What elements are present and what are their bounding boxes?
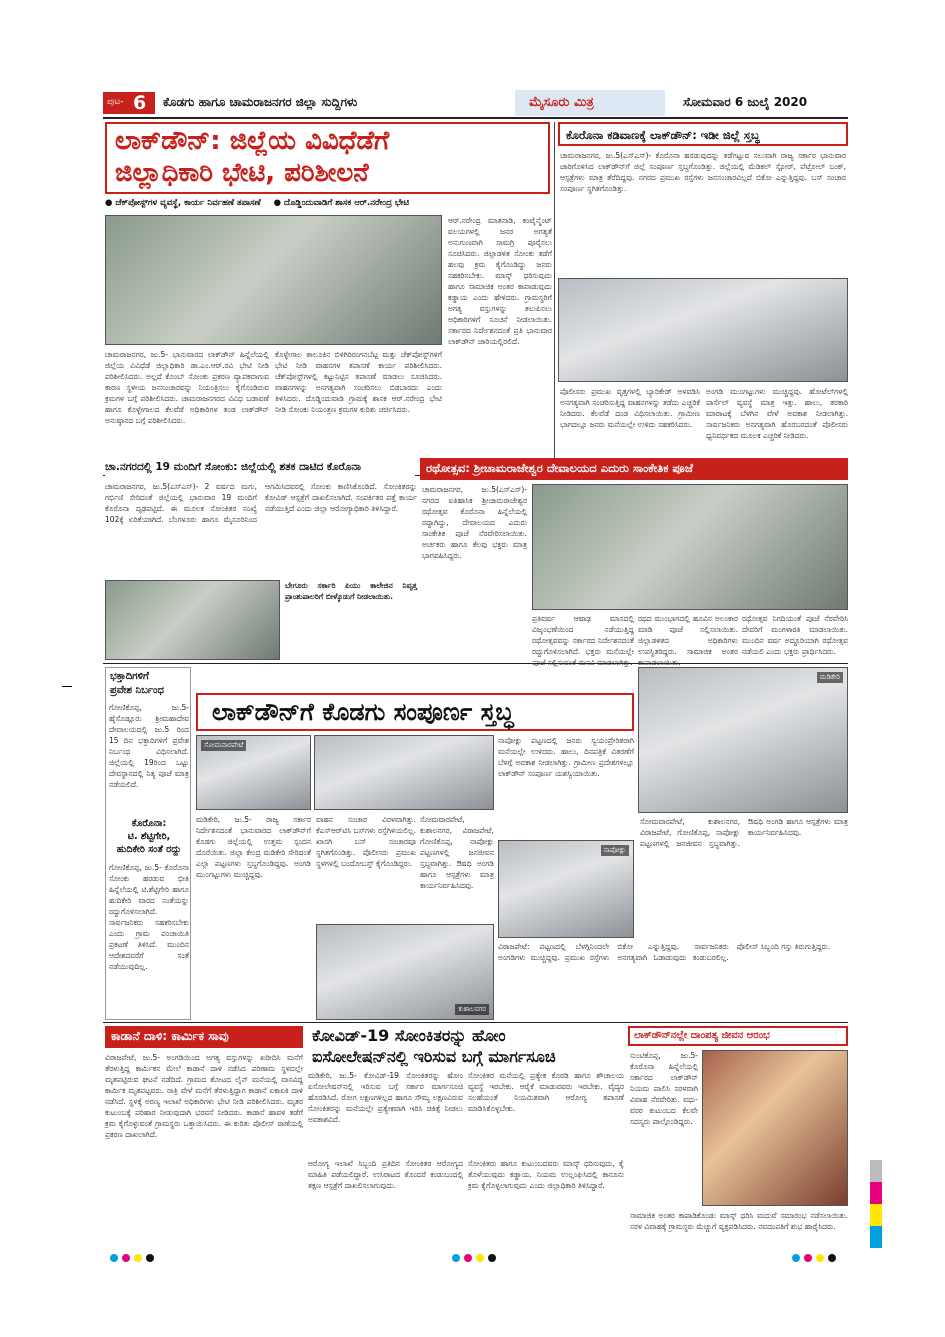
story4-body-d: ರಥೋತ್ಸವ ನಿಗದಿಯಂತೆ ಪೂಜೆ ನೆರವೇರಿಸಿ ದೇವರಿಗೆ ಮಂಗಳಾರತಿ ಮಾಡಲಾಯಿತು. ಮುಂದಿನ ವರ್ಷ ಅದ್ದೂರಿಯಾಗಿ ರಥೋತ್ಸವ ನಡೆಯಲಿ ಎಂದು ಭಕ್ತರು ಪ್ರಾರ್ಥಿಸಿದರು. — [742, 614, 848, 656]
story5-body-c: ಸೋಮವಾರಪೇಟೆ, ಕುಶಾಲನಗರ, ವಿರಾಜಪೇಟೆ, ಗೋಣಿಕೊಪ್ಪ, ನಾಪೋಕ್ಲು ಪಟ್ಟಣಗಳಲ್ಲಿ ಜನಜೀವನ ಸ್ತಬ್ಧವಾಗಿತ್ತು. ಔಷಧಿ ಅಂಗಡಿ ಹಾಗೂ ಆಸ್ಪತ್ರೆಗಳು ಮಾತ್ರ ಕಾರ್ಯನಿರ್ವಹಿಸಿದವು. — [420, 815, 494, 890]
sidebar-headline-line2: ಪ್ರವೇಶ ನಿರ್ಬಂಧ — [110, 685, 164, 696]
story4-body-c: ರಥದ ಮುಂಭಾಗದಲ್ಲಿ ಹೂವಿನ ಅಲಂಕಾರ ಮಾಡಿ ಪೂಜೆ ಸಲ್ಲಿಸಲಾಯಿತು. ಜಿಲ್ಲಾಡಳಿತದ ಅಧಿಕಾರಿಗಳು ಉಪಸ್ಥಿತರಿದ್ದರು. ಸಾಮಾಜಿಕ ಅಂತರ — [638, 614, 738, 656]
story5-photo-madikeri — [638, 667, 848, 813]
story1-headline-line1: ಲಾಕ್‌ಡೌನ್: ಜಿಲ್ಲೆಯ ವಿವಿಧೆಡೆಗೆ — [115, 126, 390, 156]
story2-photo — [558, 278, 848, 382]
story1-body-a: ಚಾಮರಾಜನಗರ, ಜು.5- ಭಾನುವಾರದ ಲಾಕ್‌ಡೌನ್ ಹಿನ್ನೆಲೆಯಲ್ಲಿ ಜಿಲ್ಲೆಯ ವಿವಿಧೆಡೆ ಜಿಲ್ಲಾಧಿಕಾರಿ ಡಾ.ಎಂ.ಆರ್.ರವಿ ಭೇಟಿ ನೀಡಿ ಪರಿಶೀಲಿಸಿದರು. ಅಲ್ಲದೆ ಕೊಂಬ್ ಸೋಂಕು ಪ್ರಕರಣ ವ್ಯಾಪಕವಾಗುವ ಕಾರಣ ಸ್ಥಳೀಯ ಜನಸಂಚಾರವನ್ನು ನಿಯಂತ್ರಿಸಲು ಕೈಗೊಂಡಿರುವ ಕ್ರಮಗಳ ಬಗ್ಗೆ ಪರಿಶೀಲಿಸಿದರು. ಚಾಮರಾಜನಗರದ ವಿವಿಧ ಬಡಾವಣೆ ಹಾಗೂ ಕೊಳ್ಳೇಗಾಲದ ಕೆಲವೆಡೆ ಅಧಿಕಾರಿಗಳ ತಂಡ ಲಾಕ್‌ಡೌನ್ ಅನುಷ್ಠಾನದ ಬಗ್ಗೆ ಪರಿಶೀಲಿಸಿದರು. — [105, 350, 269, 425]
story5-photo-kushalnagar — [316, 924, 494, 1020]
story2-headline-box — [558, 122, 848, 146]
story2-body-c: ಅಂಗಡಿ ಮುಂಗಟ್ಟುಗಳು ಮುಚ್ಚಿದ್ದವು. ಹೋಟೆಲ್‌ಗಳಲ್ಲಿ ಪಾರ್ಸೆಲ್ ವ್ಯವಸ್ಥೆ ಮಾತ್ರ ಇತ್ತು. ಹಾಲು, ತರಕಾರಿ ಮಾರಾಟಕ್ಕೆ ಬೆಳಗಿನ ವೇಳೆ ಅವಕಾಶ ನೀಡಲಾಗಿತ್ತು. ಸಾರ್ವಜನಿಕರು ಅನಗತ್ಯವಾಗಿ ಹೊರಬರದಂತೆ ಪೊಲೀಸರು ಧ್ವನಿವರ್ಧಕದ ಮೂಲಕ ಎಚ್ಚರಿಕೆ ನೀಡಿದರು. — [706, 387, 848, 440]
page-number: 6 — [133, 92, 147, 114]
story3-photo-caption: ಬೇಗೂರು ಸರ್ಕಾರಿ ಪಿಯು ಕಾಲೇಜಿನ ನಿವೃತ್ತ ಪ್ರಾಂಶುಪಾಲರಿಗೆ ಬೀಳ್ಕೊಡುಗೆ ನೀಡಲಾಯಿತು. — [285, 581, 417, 601]
story3-headline: ಚಾ.ನಗರದಲ್ಲಿ 19 ಮಂದಿಗೆ ಸೋಂಕು: ಜಿಲ್ಲೆಯಲ್ಲಿ ಶತಕ ದಾಟಿದ ಕೊರೊನಾ — [105, 461, 361, 473]
photo-tag-kushalnagar: ಕುಶಾಲನಗರ — [455, 1004, 489, 1015]
sidebar-subhead — [109, 817, 189, 856]
story1-photo — [105, 215, 442, 345]
section-title: ಕೊಡಗು ಹಾಗೂ ಚಾಮರಾಜನಗರ ಜಿಲ್ಲಾ ಸುದ್ದಿಗಳು — [163, 95, 358, 109]
story8-body-a: ಸುಂಟಿಕೊಪ್ಪ, ಜು.5- ಕೊರೊನಾ ಹಿನ್ನೆಲೆಯಲ್ಲಿ ಸರ್ಕಾರದ ಲಾಕ್‌ಡೌನ್ ನಿಯಮ ಪಾಲಿಸಿ ಸರಳವಾಗಿ ವಿವಾಹ ನೆರವೇರಿತು. ವಧು-ವರರ ಕುಟುಂಬದ ಕೆಲವೇ ಸದಸ್ಯರು ಪಾಲ್ಗೊಂಡಿದ್ದರು. — [630, 1051, 698, 1126]
story2-headline: ಕೊರೊನಾ ಕಡಿವಾಣಕ್ಕೆ ಲಾಕ್‌ಡೌನ್: ಇಡೀ ಜಿಲ್ಲೆ ಸ್ತಬ್ಧ — [566, 128, 760, 142]
section-rule — [103, 663, 848, 664]
story5-body-a: ಮಡಿಕೇರಿ, ಜು.5- ರಾಜ್ಯ ಸರ್ಕಾರ ನಿರ್ದೇಶನದಂತೆ ಭಾನುವಾರದ ಲಾಕ್‌ಡೌನ್‌ಗೆ ಕೊಡಗು ಜಿಲ್ಲೆಯಲ್ಲಿ ಉತ್ತಮ ಸ್ಪಂದನ ದೊರೆಯಿತು. ಜಿಲ್ಲಾ ಕೇಂದ್ರ ಮಡಿಕೇರಿ ಸೇರಿದಂತೆ ಎಲ್ಲಾ ಪಟ್ಟಣಗಳು ಸ್ತಬ್ಧಗೊಂಡಿದ್ದವು. ಅಂಗಡಿ ಮುಂಗಟ್ಟುಗಳು ಮುಚ್ಚಿದ್ದವು. — [196, 815, 311, 879]
story3-photo — [105, 580, 280, 660]
page-label: ಪುಟ- — [107, 97, 124, 107]
story7-headline — [308, 1026, 624, 1068]
sidebar-body-a: ಗೋಣಿಕೊಪ್ಪ, ಜು.5- ಹೈಸೊಡ್ಲೂರು ಶ್ರೀಮಹಾದೇವ ದೇವಾಲಯದಲ್ಲಿ ಜು.5 ರಿಂದ 15 ದಿನ ಭಕ್ತಾದಿಗಳಿಗೆ ಪ್ರವೇಶ ನಿರ್ಬಂಧ ವಿಧಿಸಲಾಗಿದೆ. ಜಿಲ್ಲೆಯಲ್ಲಿ 19ರಿಂದ ಒಟ್ಟು ದೇವಸ್ಥಾನದಲ್ಲಿ ನಿತ್ಯ ಪೂಜೆ ಮಾತ್ರ ನಡೆಯಲಿದೆ. — [109, 703, 189, 789]
story4-photo — [532, 484, 848, 610]
sidebar-headline-line1: ಭಕ್ತಾದಿಗಳಿಗೆ — [110, 671, 149, 682]
story1-headline-box — [105, 122, 550, 194]
sidebar-headline — [110, 670, 188, 698]
story8-photo — [702, 1050, 848, 1206]
registration-mark — [62, 686, 72, 687]
story4-headline-bar — [420, 458, 848, 480]
story7-body-d: ಸೋಂಕಿತರು ಹಾಗೂ ಕುಟುಂಬದವರು ಮಾಸ್ಕ್ ಧರಿಸುವುದು, ಕೈ ತೊಳೆಯುವುದು ಕಡ್ಡಾಯ. ನಿಯಮ ಉಲ್ಲಂಘಿಸಿದಲ್ಲಿ ಕಾನೂನು ಕ್ರಮ ಕೈಗೊಳ್ಳಲಾಗುವುದು ಎಂದು ಜಿಲ್ಲಾಧಿಕಾರಿ ತಿಳಿಸಿದ್ದಾರೆ. — [468, 1159, 624, 1190]
story8-body-b: ಸಾಮಾಜಿಕ ಅಂತರ ಕಾಪಾಡಿಕೊಂಡು ಮಾಸ್ಕ್ ಧರಿಸಿ ಮದುವೆ ಸಮಾರಂಭ ನಡೆಸಲಾಯಿತು. ಸರಳ ವಿವಾಹಕ್ಕೆ ಗ್ರಾಮಸ್ಥರು ಮೆಚ್ಚುಗೆ ವ್ಯಕ್ತಪಡಿಸಿದರು. ನವದಂಪತಿಗೆ ಶುಭ ಹಾರೈಸಿದರು. — [630, 1211, 848, 1231]
story5-body-f: ಸೋಮವಾರಪೇಟೆ, ಕುಶಾಲನಗರ, ವಿರಾಜಪೇಟೆ, ಗೋಣಿಕೊಪ್ಪ, ನಾಪೋಕ್ಲು ಪಟ್ಟಣಗಳಲ್ಲಿ ಜನಜೀವನ ಸ್ತಬ್ಧವಾಗಿತ್ತು. ಔಷಧಿ ಅಂಗಡಿ ಹಾಗೂ ಆಸ್ಪತ್ರೆಗಳು ಮಾತ್ರ ಕಾರ್ಯನಿರ್ವಹಿಸಿದವು. — [640, 817, 848, 848]
paper-name: ಮೈಸೂರು ಮಿತ್ರ — [529, 95, 594, 110]
cmyk-strip — [870, 1160, 882, 1248]
story4-body-b: ಪ್ರತಿವರ್ಷ ಆಷಾಢ ಮಾಸದಲ್ಲಿ ವಿಜೃಂಭಣೆಯಿಂದ ನಡೆಯುತ್ತಿದ್ದ ರಥೋತ್ಸವವನ್ನು ಸರ್ಕಾರದ ನಿರ್ದೇಶನದಂತೆ ರದ್ದುಗೊಳಿಸಲಾಗಿದೆ. ಭಕ್ತರು ಮನೆಯಲ್ಲೇ — [532, 614, 634, 656]
story7-body-c: ಆರೋಗ್ಯ ಇಲಾಖೆ ಸಿಬ್ಬಂದಿ ಪ್ರತಿದಿನ ಸೋಂಕಿತರ ಆರೋಗ್ಯದ ಮಾಹಿತಿ ಪಡೆಯಲಿದ್ದಾರೆ. ಉಸಿರಾಟದ ತೊಂದರೆ ಕಂಡುಬಂದಲ್ಲಿ ತಕ್ಷಣ ಆಸ್ಪತ್ರೆಗೆ ದಾಖಲಿಸಲಾಗುವುದು. — [308, 1159, 463, 1190]
story7-body-a: ಮಡಿಕೇರಿ, ಜು.5- ಕೋವಿಡ್-19 ಸೋಂಕಿತರನ್ನು ಹೋಂ ಐಸೋಲೇಷನ್‌ನಲ್ಲಿ ಇರಿಸುವ ಬಗ್ಗೆ ಸರ್ಕಾರ ಮಾರ್ಗಸೂಚಿ ಹೊರಡಿಸಿದೆ. ರೋಗ ಲಕ್ಷಣಗಳಿಲ್ಲದ ಹಾಗೂ ಸೌಮ್ಯ ಲಕ್ಷಣವಿರುವ ಸೋಂಕಿತರನ್ನು ಮನೆಯಲ್ಲೇ ಪ್ರತ್ಯೇಕವಾಗಿ ಇರಿಸಿ ಚಿಕಿತ್ಸೆ ನೀಡಲು ಅವಕಾಶವಿದೆ. — [308, 1071, 463, 1124]
story5-body-e: ವಿರಾಜಪೇಟೆ: ಪಟ್ಟಣದಲ್ಲಿ ಬೆಳಗ್ಗಿನಿಂದಲೇ ಅಂಗಡಿಗಳು ಮುಚ್ಚಿದ್ದವು. ಪ್ರಮುಖ ರಸ್ತೆಗಳು ಬಿಕೋ ಎನ್ನುತ್ತಿದ್ದವು. ಸಾರ್ವಜನಿಕರು ಅನಗತ್ಯವಾಗಿ ಓಡಾಡುವುದು ಕಂಡುಬರಲಿಲ್ಲ. ಪೊಲೀಸ್ ಸಿಬ್ಬಂದಿ ಗಸ್ತು ತಿರುಗುತ್ತಿದ್ದರು. — [498, 942, 831, 962]
masthead — [103, 90, 848, 116]
story4-body-a: ಚಾಮರಾಜನಗರ, ಜು.5(ಎಸ್‌ಎಸ್)- ನಗರದ ಐತಿಹಾಸಿಕ ಶ್ರೀಚಾಮರಾಜೇಶ್ವರ ರಥೋತ್ಸವ ಕೊರೊನಾ ಹಿನ್ನೆಲೆಯಲ್ಲಿ ರದ್ದಾಗಿದ್ದು, ದೇವಾಲಯದ ಎದುರು ಸಾಂಕೇತಿಕ ಪೂಜೆ ನೆರವೇರಿಸಲಾಯಿತು. ಅರ್ಚಕರು ಹಾಗೂ ಕೆಲವು ಭಕ್ತರು ಮಾತ್ರ ಭಾಗವಹಿಸಿದ್ದರು. — [422, 485, 527, 560]
story5-photo-somwarpet — [196, 735, 311, 810]
sidebar-subhead-line3: ಹುದಿಕೇರಿ ಸಂತೆ ರದ್ದು — [116, 844, 182, 855]
story6-headline-bar — [105, 1026, 303, 1048]
story4-headline: ರಥೋತ್ಸವ: ಶ್ರೀಚಾಮರಾಜೇಶ್ವರ ದೇವಾಲಯದ ಎದುರು ಸಾಂಕೇತಿಕ ಪೂಜೆ — [426, 461, 693, 475]
story5-headline: ಲಾಕ್‌ಡೌನ್‌ಗೆ ಕೊಡಗು ಸಂಪೂರ್ಣ ಸ್ತಬ್ಧ — [212, 698, 514, 726]
color-dots-left — [110, 1247, 158, 1266]
masthead-rule — [103, 117, 848, 119]
story6-headline: ಕಾಡಾನೆ ದಾಳಿ: ಕಾರ್ಮಿಕ ಸಾವು — [111, 1029, 229, 1043]
story5-headline-box — [196, 693, 634, 731]
story7-headline-line1: ಕೋವಿಡ್-19 ಸೋಂಕಿತರನ್ನು ಹೋಂ — [312, 1026, 506, 1045]
photo-tag-madikeri: ಮಡಿಕೇರಿ — [817, 672, 843, 683]
story5-photo-town — [314, 735, 494, 810]
column-rule — [554, 122, 555, 472]
story5-body-d: ನಾಪೋಕ್ಲು ಪಟ್ಟಣದಲ್ಲಿ ಜನರು ಸ್ವಯಂಪ್ರೇರಿತರಾಗಿ ಮನೆಯಲ್ಲೇ ಉಳಿದರು. ಹಾಲು, ದಿನಪತ್ರಿಕೆ ವಿತರಣೆಗೆ ಬೆಳಗ್ಗೆ ಅವಕಾಶ ನೀಡಲಾಗಿತ್ತು. ಗ್ರಾಮೀಣ ಪ್ರದೇಶಗಳಲ್ಲೂ ಲಾಕ್‌ಡೌನ್ ಸಂಪೂರ್ಣ ಯಶಸ್ವಿಯಾಯಿತು. — [498, 736, 634, 778]
page-label-box — [103, 92, 155, 114]
story3-body: ಚಾಮರಾಜನಗರ, ಜು.5(ಎಸ್‌ಎಸ್)- 2 ವರ್ಷದ ಮಗು, ಗರ್ಭಿಣಿ ಸೇರಿದಂತೆ ಜಿಲ್ಲೆಯಲ್ಲಿ ಭಾನುವಾರ 19 ಮಂದಿಗೆ ಕೊರೊನಾ ದೃಢಪಟ್ಟಿದೆ. ಈ ಮೂಲಕ ಸೋಂಕಿತರ ಸಂಖ್ಯೆ 102ಕ್ಕೆ ಏರಿಕೆಯಾಗಿದೆ. ಬೆಂಗಳೂರು ಹಾಗೂ ಮೈಸೂರಿನಿಂದ ಆಗಮಿಸಿದವರಲ್ಲಿ ಸೋಂಕು ಕಾಣಿಸಿಕೊಂಡಿದೆ. ಸೋಂಕಿತರನ್ನು ಕೋವಿಡ್ ಆಸ್ಪತ್ರೆಗೆ ದಾಖಲಿಸಲಾಗಿದೆ. ಸಂಪರ್ಕಿತರ ಪತ್ತೆ ಕಾರ್ಯ ನಡೆಯುತ್ತಿದೆ ಎಂದು ಜಿಲ್ಲಾ ಆರೋಗ್ಯಾಧಿಕಾರಿ ತಿಳಿಸಿದ್ದಾರೆ. — [105, 482, 417, 524]
story1-strap-2: ● ದೊಡ್ಡಿಂದುವಾಡಿಗೆ ಶಾಸಕ ಆರ್.ನರೇಂದ್ರ ಭೇಟಿ — [273, 198, 410, 208]
color-dots-center — [452, 1247, 500, 1266]
paper-name-box — [515, 90, 665, 116]
story1-strap — [105, 198, 550, 212]
story7-body-b: ಸೋಂಕಿತರ ಮನೆಯಲ್ಲಿ ಪ್ರತ್ಯೇಕ ಕೊಠಡಿ ಹಾಗೂ ಶೌಚಾಲಯ ವ್ಯವಸ್ಥೆ ಇರಬೇಕು. ಆರೈಕೆ ಮಾಡುವವರು ಇರಬೇಕು. ವೈದ್ಯರ ಸಲಹೆಯಂತೆ ನಿಯಮಿತವಾಗಿ ಆರೋಗ್ಯ ತಪಾಸಣೆ ಮಾಡಿಸಿಕೊಳ್ಳಬೇಕು. — [468, 1071, 624, 1113]
story5-photo-napoklu — [498, 840, 634, 938]
story1-strap-1: ● ಚೆಕ್‌ಪೋಸ್ಟ್‌ಗಳ ವ್ಯವಸ್ಥೆ, ಕಾರ್ಯ ನಿರ್ವಹಣೆ ತಪಾಸಣೆ — [105, 198, 261, 208]
story8-headline-box — [628, 1026, 848, 1046]
color-dots-right — [792, 1247, 840, 1266]
photo-tag-napoklu: ನಾಪೋಕ್ಲು — [601, 845, 629, 856]
issue-date: ಸೋಮವಾರ 6 ಜುಲೈ 2020 — [683, 95, 808, 109]
sidebar-body-b: ಗೋಣಿಕೊಪ್ಪ, ಜು.5- ಕೊರೊನಾ ಸೋಂಕು ಹರಡುವ ಭೀತಿ ಹಿನ್ನೆಲೆಯಲ್ಲಿ ಟಿ.ಶೆಟ್ಟಿಗೇರಿ ಹಾಗೂ ಹುದಿಕೇರಿ ವಾರದ ಸಂತೆಯನ್ನು ರದ್ದುಗೊಳಿಸಲಾಗಿದೆ. ಸಾರ್ವಜನಿಕರು ಸಹಕರಿಸಬೇಕು ಎಂದು ಗ್ರಾಮ ಪಂಚಾಯಿತಿ ಪ್ರಕಟಣೆ ತಿಳಿಸಿದೆ. ಮುಂದಿನ ಆದೇಶದವರೆಗೆ ಸಂತೆ ನಡೆಯುವುದಿಲ್ಲ. — [109, 863, 189, 971]
story6-body: ವಿರಾಜಪೇಟೆ, ಜು.5- ಅಂಗಡಿಯಿಂದ ಅಗತ್ಯ ವಸ್ತುಗಳನ್ನು ಖರೀದಿಸಿ ಮನೆಗೆ ತೆರಳುತ್ತಿದ್ದ ಕಾರ್ಮಿಕನ ಮೇಲೆ ಕಾಡಾನೆ ದಾಳಿ ನಡೆಸಿದ ಪರಿಣಾಮ ಸ್ಥಳದಲ್ಲೇ ಮೃತಪಟ್ಟಿರುವ ಘಟನೆ ನಡೆದಿದೆ. ಗ್ರಾಮದ ತೋಟದ ಲೈನ್ ಮನೆಯಲ್ಲಿ ವಾಸವಿದ್ದ ಕಾರ್ಮಿಕ ಮೃತಪಟ್ಟವರು. ರಾತ್ರಿ ವೇಳೆ ಮನೆಗೆ ತೆರಳುತ್ತಿದ್ದಾಗ ಕಾಡಾನೆ ಏಕಾಏಕಿ ದಾಳಿ ನಡೆಸಿದೆ. ಸ್ಥಳಕ್ಕೆ ಅರಣ್ಯ ಇಲಾಖೆ ಅಧಿಕಾರಿಗಳು ಭೇಟಿ ನೀಡಿ ಪರಿಶೀಲಿಸಿದರು. ಮೃತರ ಕುಟುಂಬಕ್ಕೆ ಪರಿಹಾರ ನೀಡುವುದಾಗಿ ಭರವಸೆ ನೀಡಿದರು. ಕಾಡಾನೆ ಹಾವಳಿ ತಡೆಗೆ ಕ್ರಮ ಕೈಗೊಳ್ಳುವಂತೆ ಗ್ರಾಮಸ್ಥರು ಒತ್ತಾಯಿಸಿದರು. ಈ ಕುರಿತು ಪೊಲೀಸ್ ಠಾಣೆಯಲ್ಲಿ ಪ್ರಕರಣ ದಾಖಲಾಗಿದೆ. — [105, 1053, 303, 1139]
story2-body-b: ಪೊಲೀಸರು ಪ್ರಮುಖ ವೃತ್ತಗಳಲ್ಲಿ ಬ್ಯಾರಿಕೇಡ್ ಅಳವಡಿಸಿ ಅನಗತ್ಯವಾಗಿ ಸಂಚರಿಸುತ್ತಿದ್ದ ವಾಹನಗಳನ್ನು ತಡೆದು ಎಚ್ಚರಿಕೆ ನೀಡಿದರು. ಕೆಲವೆಡೆ ದಂಡ ವಿಧಿಸಲಾಯಿತು. ಗ್ರಾಮೀಣ ಭಾಗದಲ್ಲೂ ಜನರು ಮನೆಯಲ್ಲೇ ಉಳಿದು ಸಹಕರಿಸಿದರು. — [560, 387, 700, 429]
story7-headline-line2: ಐಸೋಲೇಷನ್‌ನಲ್ಲಿ ಇರಿಸುವ ಬಗ್ಗೆ ಮಾರ್ಗಸೂಚಿ — [312, 1047, 556, 1066]
story8-headline: ಲಾಕ್‌ಡೌನ್‌ನಲ್ಲೇ ದಾಂಪತ್ಯ ಜೀವನ ಆರಂಭ — [634, 1030, 770, 1041]
story1-headline-line2: ಜಿಲ್ಲಾಧಿಕಾರಿ ಭೇಟಿ, ಪರಿಶೀಲನೆ — [115, 158, 369, 188]
story1-body-b: ಕೊಳ್ಳೇಗಾಲ ತಾಲೂಕಿನ ಬಿಳಿಗಿರಿರಂಗನಬೆಟ್ಟ ಮತ್ತು ಚೆಕ್‌ಪೋಸ್ಟ್‌ಗಳಿಗೆ ಭೇಟಿ ನೀಡಿ ವಾಹನಗಳ ತಪಾಸಣೆ ಕಾರ್ಯ ಪರಿಶೀಲಿಸಿದರು. ಚೆಕ್‌ಪೋಸ್ಟ್‌ಗಳಲ್ಲಿ ಕಟ್ಟುನಿಟ್ಟಿನ ತಪಾಸಣೆ ಮಾಡಲು ಸೂಚಿಸಿದರು. ವಾಹನಗಳನ್ನು ಅನಗತ್ಯವಾಗಿ ಸಂಚರಿಸಲು ಬಿಡಬಾರದು ಎಂದು ತಿಳಿಸಿದರು. ದೊಡ್ಡಿಂದುವಾಡಿ ಗ್ರಾಮಕ್ಕೆ ಶಾಸಕ ಆರ್.ನರೇಂದ್ರ ಭೇಟಿ ನೀಡಿ ಸೋಂಕು ನಿಯಂತ್ರಣ ಕ್ರಮಗಳ ಕುರಿತು ಚರ್ಚಿಸಿದರು. — [275, 350, 442, 414]
sidebar-subhead-line2: ಟಿ. ಶೆಟ್ಟಿಗೇರಿ, — [127, 831, 171, 842]
story1-body-c: ಆರ್.ನರೇಂದ್ರ ಮಾತನಾಡಿ, ಕಂಟೈನ್ಮೆಂಟ್ ವಲಯಗಳಲ್ಲಿ ಜನರ ಅಗತ್ಯತೆ ಅನುಗುಣವಾಗಿ ಸಾಮಗ್ರಿ ಪೂರೈಸಲು ಸೂಚಿಸಿದರು. ಜಿಲ್ಲಾಡಳಿತ ಸೋಂಕು ತಡೆಗೆ ಹಲವು ಕ್ರಮ ಕೈಗೊಂಡಿದ್ದು ಜನರು ಸಹಕರಿಸಬೇಕು. ಮಾಸ್ಕ್ ಧರಿಸುವುದು ಹಾಗೂ ಸಾಮಾಜಿಕ ಅಂತರ ಕಾಪಾಡುವುದು ಕಡ್ಡಾಯ ಎಂದು ಹೇಳಿದರು. ಗ್ರಾಮಸ್ಥರಿಗೆ ಅಗತ್ಯ ವಸ್ತುಗಳನ್ನು ತಲುಪಿಸಲು ಅಧಿಕಾರಿಗಳಿಗೆ ಸೂಚನೆ ನೀಡಲಾಯಿತು. ಸರ್ಕಾರದ ನಿರ್ದೇಶನದಂತೆ ಪ್ರತಿ ಭಾನುವಾರ ಲಾಕ್‌ಡೌನ್ ಜಾರಿಯಲ್ಲಿರಲಿದೆ. — [448, 216, 552, 346]
section-rule — [103, 1022, 848, 1023]
story2-body-a: ಚಾಮರಾಜನಗರ, ಜು.5(ಎಸ್‌ಎಸ್)- ಕೊರೊನಾ ಹರಡುವುದನ್ನು ತಡೆಗಟ್ಟುವ ಸಲುವಾಗಿ ರಾಜ್ಯ ಸರ್ಕಾರ ಭಾನುವಾರ ಜಾರಿಗೊಳಿಸಿದ ಲಾಕ್‌ಡೌನ್‌ಗೆ ಜಿಲ್ಲೆ ಸಂಪೂರ್ಣ ಸ್ತಬ್ಧಗೊಂಡಿತ್ತು. ಜಿಲ್ಲೆಯಲ್ಲಿ ಮೆಡಿಕಲ್ ಸ್ಟೋರ್, ಪೆಟ್ರೋಲ್ ಬಂಕ್, ಆಸ್ಪತ್ರೆಗಳು ಮಾತ್ರ ತೆರೆದಿದ್ದವು. ನಗರದ ಪ್ರಮುಖ ರಸ್ತೆಗಳು ಜನಸಂಚಾರವಿಲ್ಲದೆ ಬಿಕೋ ಎನ್ನುತ್ತಿದ್ದವು. ಬಸ್ ಸಂಚಾರ ಸಂಪೂರ್ಣ ಸ್ಥಗಿತಗೊಂಡಿತ್ತು. — [560, 151, 846, 193]
sidebar-subhead-line1: ಕೊರೊನಾ: — [131, 818, 167, 829]
story5-body-b: ವಾಹನ ಸಂಚಾರ ವಿರಳವಾಗಿತ್ತು. ಕೆಎಸ್‌ಆರ್‌ಟಿಸಿ ಬಸ್‌ಗಳು ರಸ್ತೆಗಿಳಿಯಲಿಲ್ಲ. ಖಾಸಗಿ ಬಸ್ ಸಂಚಾರವೂ ಸ್ಥಗಿತಗೊಂಡಿತ್ತು. ಪೊಲೀಸರು ಪ್ರಮುಖ ಸ್ಥಳಗಳಲ್ಲಿ ಬಂದೋಬಸ್ತ್ ಕೈಗೊಂಡಿದ್ದರು. — [316, 815, 416, 868]
photo-tag-somwarpet: ಸೋಮವಾರಪೇಟೆ — [201, 740, 246, 751]
